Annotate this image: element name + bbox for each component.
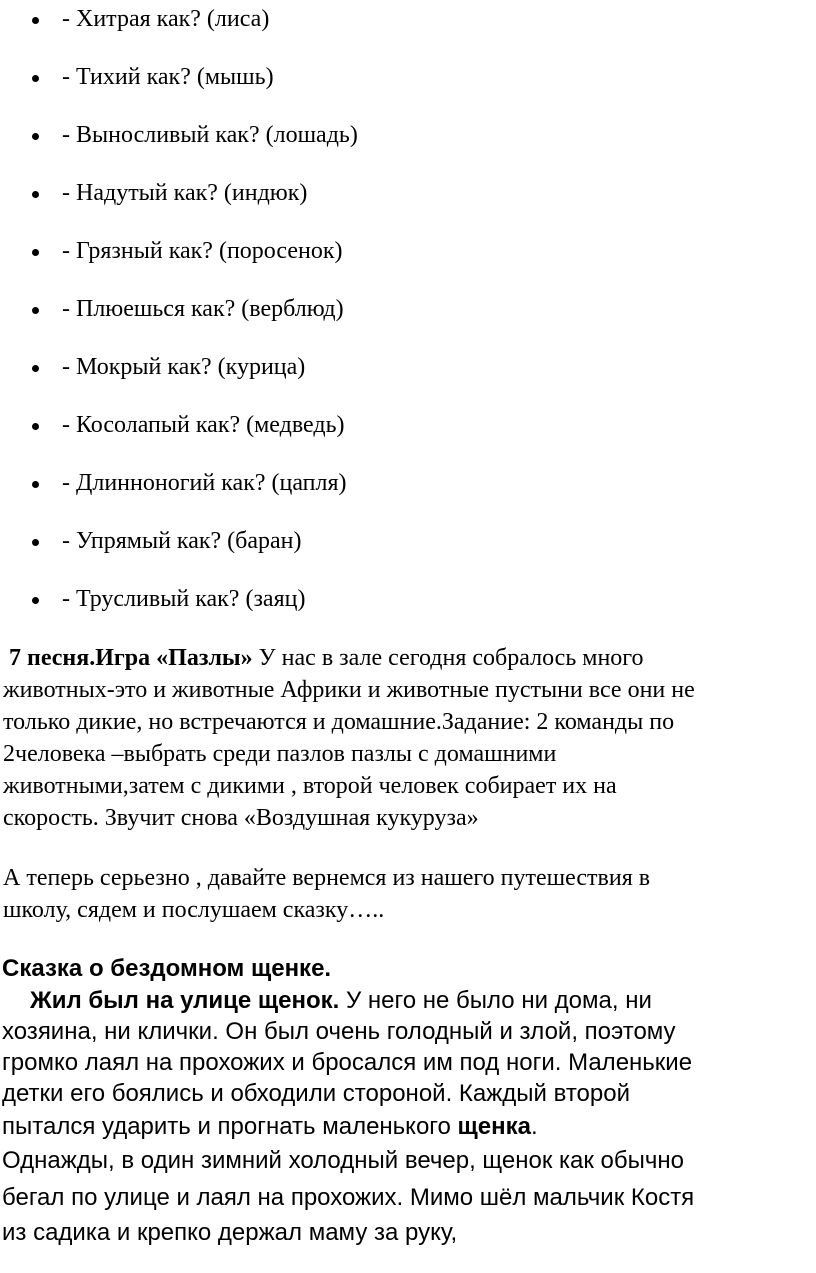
list-item-text: - Выносливый как? (лошадь) (62, 122, 358, 148)
bullet-icon (32, 17, 39, 24)
game-line: животных-это и животные Африки и животные пустыни все они не (3, 677, 695, 703)
bullet-icon (32, 539, 39, 546)
tale-text: . (530, 1113, 538, 1140)
list-item-text: - Трусливый как? (заяц) (62, 586, 306, 612)
tale-line: громко лаял на прохожих и бросался им под ноги. Маленькие (2, 1049, 693, 1076)
tale-text: У него не было ни дома, ни (339, 987, 652, 1014)
list-item-text: - Грязный как? (поросенок) (62, 238, 343, 264)
list-item-text: - Надутый как? (индюк) (62, 180, 308, 206)
tale-lead: Жил был на улице щенок. (30, 987, 340, 1014)
list-item-text: - Хитрая как? (лиса) (62, 6, 270, 32)
game-line: только дикие, но встречаются и домашние.Задание: 2 команды по (3, 709, 675, 735)
list-item-text: - Тихий как? (мышь) (62, 64, 274, 90)
list-item-text: - Косолапый как? (медведь) (62, 412, 345, 438)
game-line: животными,затем с дикими , второй человек собирает их на (3, 773, 617, 799)
bullet-icon (32, 191, 39, 198)
bullet-icon (32, 481, 39, 488)
game-text: У нас в зале сегодня собралось много (252, 645, 644, 671)
bullet-icon (32, 423, 39, 430)
bullet-icon (32, 249, 39, 256)
game-line: скорость. Звучит снова «Воздушная кукуруза» (3, 805, 479, 831)
list-item-text: - Плюешься как? (верблюд) (62, 296, 344, 322)
bullet-icon (32, 307, 39, 314)
tale-text: пытался ударить и прогнать маленького (2, 1113, 458, 1140)
tale-line: детки его боялись и обходили стороной. Каждый второй (2, 1080, 631, 1107)
tale-line: Однажды, в один зимний холодный вечер, щенок как обычно (2, 1147, 684, 1174)
game-line (3, 642, 813, 674)
bullet-icon (32, 75, 39, 82)
tale-line: бегал по улице и лаял на прохожих. Мимо шёл мальчик Костя (2, 1184, 695, 1211)
transition-line: А теперь серьезно , давайте вернемся из нашего путешествия в (3, 865, 651, 891)
game-title: 7 песня.Игра «Пазлы» (9, 645, 253, 671)
transition-paragraph (3, 862, 813, 926)
list-item-text: - Длинноногий как? (цапля) (62, 470, 347, 496)
list-item-text: - Мокрый как? (курица) (62, 354, 306, 380)
tale-line (30, 985, 652, 1017)
bullet-icon (32, 133, 39, 140)
game-line: 2человека –выбрать среди пазлов пазлы с домашними (3, 741, 557, 767)
tale-line: хозяина, ни клички. Он был очень голодный и злой, поэтому (2, 1018, 676, 1045)
tale-line: из садика и крепко держал маму за руку, (2, 1219, 458, 1246)
bullet-icon (32, 597, 39, 604)
bullet-icon (32, 365, 39, 372)
tale-bold-word: щенка (457, 1113, 531, 1140)
list-item-text: - Упрямый как? (баран) (62, 528, 302, 554)
transition-line: школу, сядем и послушаем сказку….. (3, 897, 385, 923)
tale-title: Сказка о бездомном щенке. (2, 955, 332, 982)
game-paragraph (3, 642, 813, 834)
tale-line (2, 1111, 538, 1143)
